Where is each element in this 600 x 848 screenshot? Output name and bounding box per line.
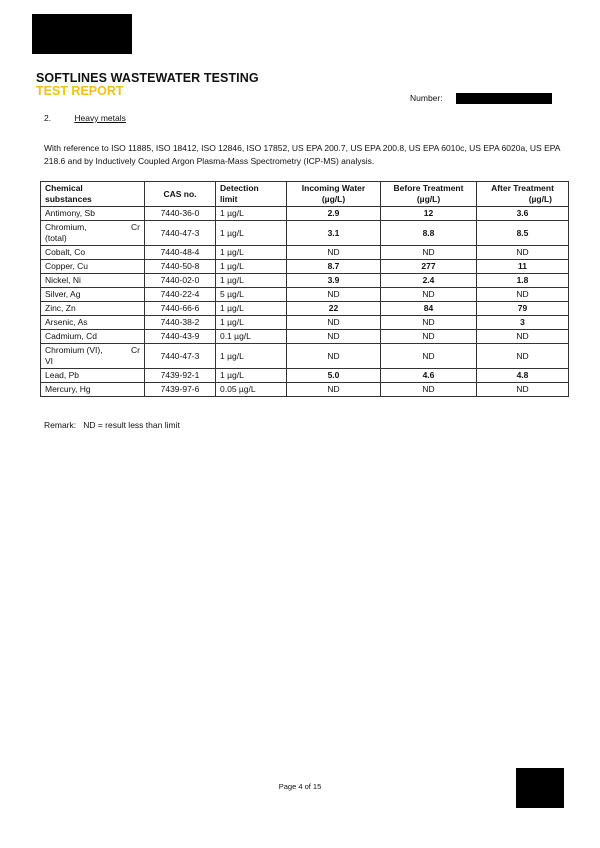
cell-limit: 5 µg/L xyxy=(216,288,287,302)
cell-cas: 7440-48-4 xyxy=(145,246,216,260)
page-number: Page 4 of 15 xyxy=(278,782,322,791)
table-header-row xyxy=(41,182,569,207)
cell-before: ND xyxy=(381,344,477,369)
cell-after: 8.5 xyxy=(477,221,569,246)
cell-limit: 1 µg/L xyxy=(216,316,287,330)
table-row xyxy=(41,330,569,344)
header-detection-limit: Detection limit xyxy=(216,182,287,207)
cell-after: 3 xyxy=(477,316,569,330)
cell-before: ND xyxy=(381,383,477,397)
cell-before: 12 xyxy=(381,207,477,221)
cell-limit: 1 µg/L xyxy=(216,302,287,316)
redacted-number xyxy=(456,93,552,104)
cell-substance: Cadmium, Cd xyxy=(41,330,145,344)
cell-substance: Mercury, Hg xyxy=(41,383,145,397)
cell-incoming: ND xyxy=(287,288,381,302)
cell-limit: 1 µg/L xyxy=(216,221,287,246)
cell-cas: 7440-38-2 xyxy=(145,316,216,330)
cell-substance: Silver, Ag xyxy=(41,288,145,302)
cell-limit: 1 µg/L xyxy=(216,274,287,288)
section-title: Heavy metals xyxy=(74,113,126,123)
cell-substance: Chromium, Cr (total) xyxy=(41,221,145,246)
cell-after: ND xyxy=(477,383,569,397)
cell-incoming: 22 xyxy=(287,302,381,316)
table-row xyxy=(41,246,569,260)
cell-limit: 0.1 µg/L xyxy=(216,330,287,344)
cell-incoming: ND xyxy=(287,246,381,260)
cell-after: ND xyxy=(477,288,569,302)
report-subtitle: TEST REPORT xyxy=(36,84,124,98)
cell-before: 277 xyxy=(381,260,477,274)
cell-after: ND xyxy=(477,330,569,344)
table-row xyxy=(41,383,569,397)
cell-after: ND xyxy=(477,344,569,369)
table-row xyxy=(41,207,569,221)
cell-incoming: ND xyxy=(287,344,381,369)
number-label: Number: xyxy=(410,93,443,103)
cell-substance: Arsenic, As xyxy=(41,316,145,330)
cell-limit: 1 µg/L xyxy=(216,260,287,274)
cell-cas: 7440-47-3 xyxy=(145,344,216,369)
table-row xyxy=(41,344,569,369)
table-row xyxy=(41,274,569,288)
cell-limit: 1 µg/L xyxy=(216,246,287,260)
cell-cas: 7439-97-6 xyxy=(145,383,216,397)
cell-limit: 1 µg/L xyxy=(216,344,287,369)
cell-substance: Zinc, Zn xyxy=(41,302,145,316)
cell-cas: 7440-66-6 xyxy=(145,302,216,316)
cell-after: 4.8 xyxy=(477,369,569,383)
cell-cas: 7439-92-1 xyxy=(145,369,216,383)
cell-before: ND xyxy=(381,246,477,260)
cell-incoming: 5.0 xyxy=(287,369,381,383)
cell-incoming: ND xyxy=(287,316,381,330)
cell-cas: 7440-43-9 xyxy=(145,330,216,344)
table-row xyxy=(41,302,569,316)
header-after-treatment: After Treatment (µg/L) xyxy=(477,182,569,207)
header-substance: Chemical substances xyxy=(41,182,145,207)
redacted-logo xyxy=(32,14,132,54)
cell-cas: 7440-02-0 xyxy=(145,274,216,288)
cell-incoming: 3.1 xyxy=(287,221,381,246)
cell-incoming: ND xyxy=(287,383,381,397)
cell-substance: Chromium (VI), Cr VI xyxy=(41,344,145,369)
cell-substance: Cobalt, Co xyxy=(41,246,145,260)
cell-after: ND xyxy=(477,246,569,260)
header-incoming-water: Incoming Water (µg/L) xyxy=(287,182,381,207)
cell-before: 2.4 xyxy=(381,274,477,288)
cell-cas: 7440-50-8 xyxy=(145,260,216,274)
cell-after: 79 xyxy=(477,302,569,316)
cell-incoming: ND xyxy=(287,330,381,344)
cell-before: ND xyxy=(381,330,477,344)
cell-incoming: 3.9 xyxy=(287,274,381,288)
cell-substance: Nickel, Ni xyxy=(41,274,145,288)
cell-limit: 0.05 µg/L xyxy=(216,383,287,397)
table-row xyxy=(41,260,569,274)
table-row xyxy=(41,369,569,383)
cell-before: ND xyxy=(381,316,477,330)
cell-limit: 1 µg/L xyxy=(216,369,287,383)
table-row xyxy=(41,288,569,302)
cell-cas: 7440-47-3 xyxy=(145,221,216,246)
table-row xyxy=(41,316,569,330)
cell-substance: Copper, Cu xyxy=(41,260,145,274)
section-heading xyxy=(44,113,126,123)
cell-limit: 1 µg/L xyxy=(216,207,287,221)
results-table xyxy=(40,181,569,397)
cell-after: 11 xyxy=(477,260,569,274)
cell-before: 4.6 xyxy=(381,369,477,383)
cell-after: 1.8 xyxy=(477,274,569,288)
header-cas: CAS no. xyxy=(145,182,216,207)
cell-incoming: 2.9 xyxy=(287,207,381,221)
cell-cas: 7440-36-0 xyxy=(145,207,216,221)
cell-after: 3.6 xyxy=(477,207,569,221)
cell-substance: Lead, Pb xyxy=(41,369,145,383)
report-title: SOFTLINES WASTEWATER TESTING xyxy=(36,71,259,85)
cell-before: ND xyxy=(381,288,477,302)
table-row xyxy=(41,221,569,246)
cell-before: 8.8 xyxy=(381,221,477,246)
intro-paragraph: With reference to ISO 11885, ISO 18412, ISO 12846, ISO 17852, US EPA 200.7, US EPA 200.8, US EPA 6010c, US EPA 6020a, US EPA 218.6 and by Inductively Coupled Argon Plasma-Mass Spectrometry (ICP-MS) analysis. xyxy=(44,143,560,166)
section-number: 2. xyxy=(44,113,52,123)
header-before-treatment: Before Treatment (µg/L) xyxy=(381,182,477,207)
redacted-corner-mark xyxy=(516,768,564,808)
cell-cas: 7440-22-4 xyxy=(145,288,216,302)
remark-note: Remark: ND = result less than limit xyxy=(44,420,180,430)
cell-substance: Antimony, Sb xyxy=(41,207,145,221)
cell-incoming: 8.7 xyxy=(287,260,381,274)
cell-before: 84 xyxy=(381,302,477,316)
